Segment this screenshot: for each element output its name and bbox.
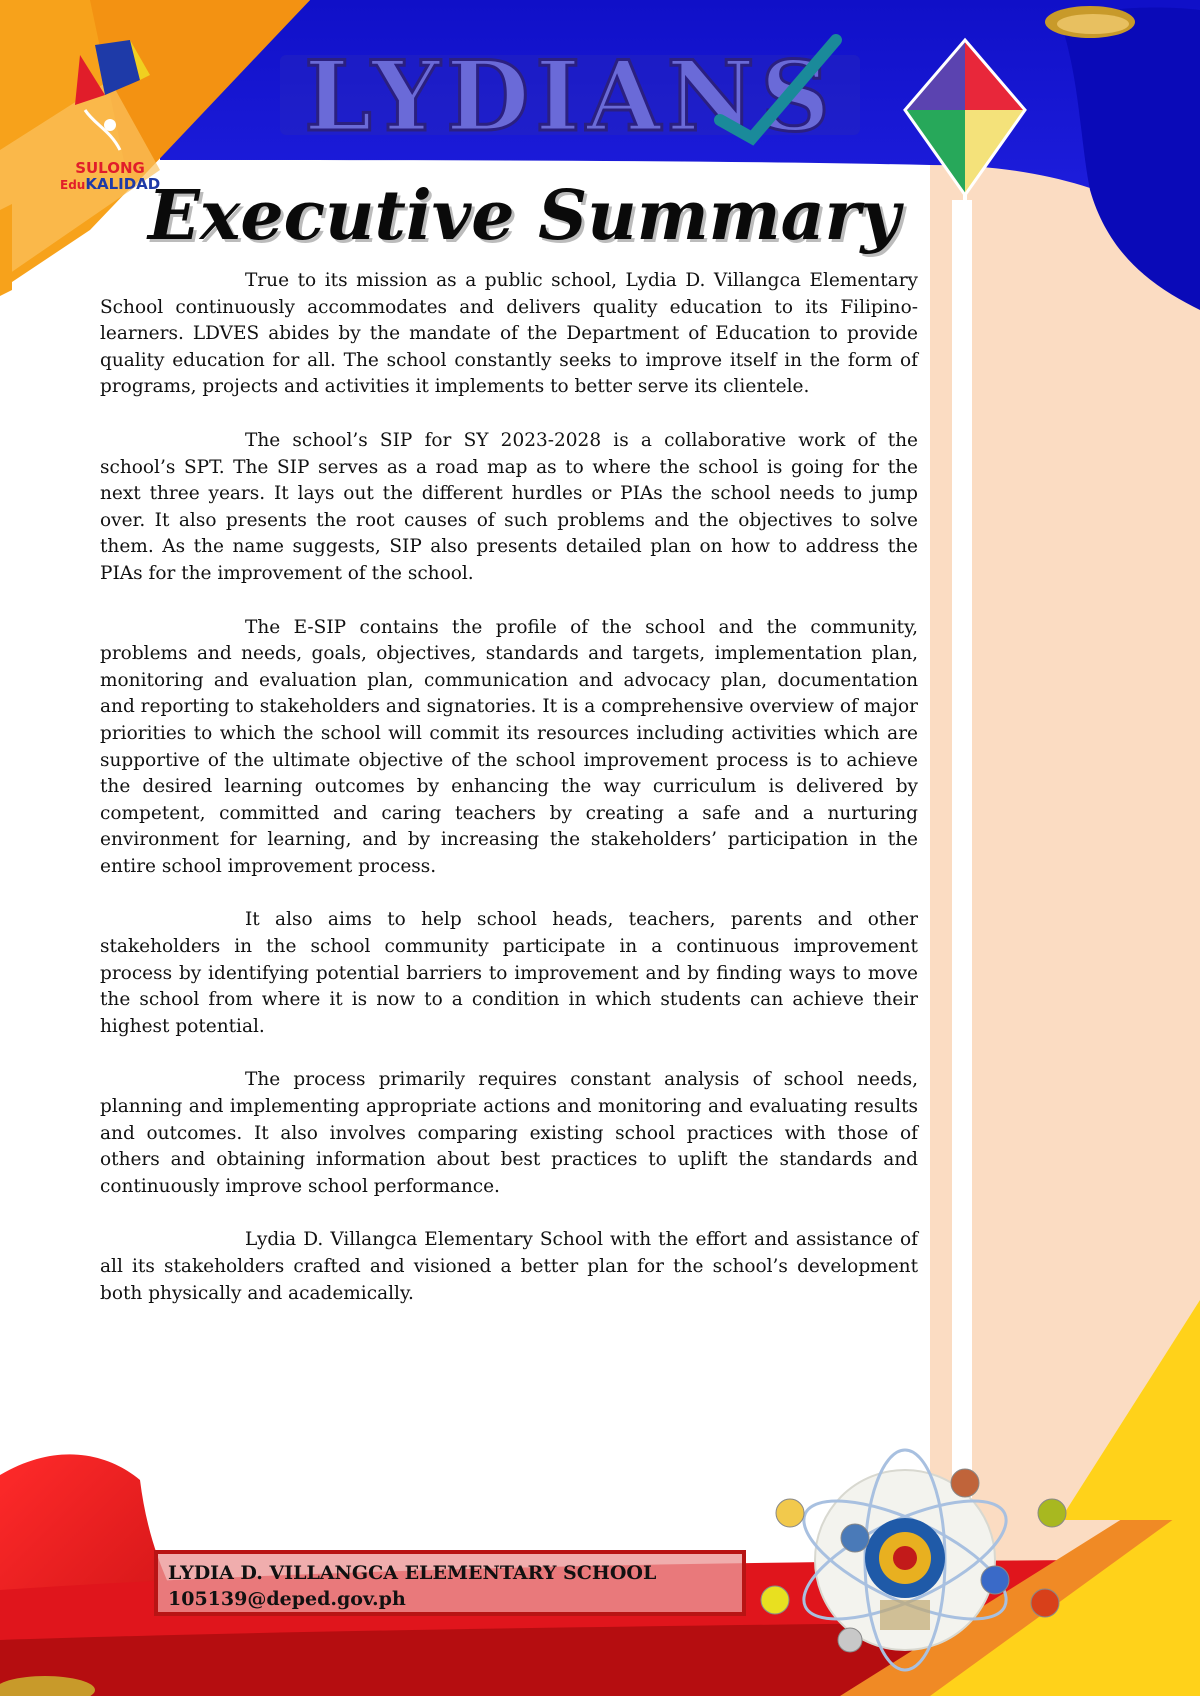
left-orange-strip	[0, 204, 12, 296]
executive-summary-body	[100, 268, 918, 1334]
paragraph: The E-SIP contains the profile of the school and the community, problems and needs, goals, objectives, standards and targets, implementation plan, monitoring and evaluation plan, communication and advocacy plan, documentation and reporting to stakeholders and signatories. It is a comprehensive overview of major priorities to which the school will commit its resources including activities which are supportive of the ultimate objective of the school improvement process is to achieve the desired learning outcomes by enhancing the way curriculum is delivered by competent, committed and caring teachers by creating a safe and a nurturing environment for learning, and by increasing the stakeholders’ participation in the entire school improvement process.	[100, 616, 918, 877]
footer-email: 105139@deped.gov.ph	[168, 1588, 406, 1610]
lydians-logo	[280, 40, 860, 153]
right-white-stripe	[952, 200, 972, 1520]
sulong-text: SULONG	[75, 159, 145, 177]
paragraph: True to its mission as a public school, Lydia D. Villangca Elementary School continuously accommodates and delivers quality education to its Filipino-learners. LDVES abides by the mandate of the Department of Education to provide quality education for all. The school constantly seeks to improve itself in the form of programs, projects and activities it implements to better serve its clientele.	[100, 270, 918, 398]
paragraph: The school’s SIP for SY 2023-2028 is a collaborative work of the school’s SPT. The SIP serves as a road map as to where the school is going for the next three years. It lays out the different hurdles or PIAs the school needs to jump over. It also presents the root causes of such problems and the objectives to solve them. As the name suggests, SIP also presents detailed plan on how to address the PIAs for the improvement of the school.	[100, 429, 918, 584]
sulong-edukalidad-logo	[60, 160, 160, 193]
page-title: Executive Summary	[148, 176, 901, 256]
edukalidad-text: EduKALIDAD	[60, 175, 161, 193]
paragraph: The process primarily requires constant analysis of school needs, planning and implementing appropriate actions and monitoring and evaluating results and outcomes. It also involves comparing existing school practices with those of others and obtaining information about best practices to uplift the standards and continuously improve school performance.	[100, 1069, 918, 1197]
footer-school-info	[154, 1550, 746, 1616]
paragraph: It also aims to help school heads, teachers, parents and other stakeholders in the school community participate in a continuous improvement process by identifying potential barriers to improvement and by finding ways to move the school from where it is now to a condition in which students can achieve their highest potential.	[100, 909, 918, 1037]
paragraph: Lydia D. Villangca Elementary School with the effort and assistance of all its stakeholders crafted and visioned a better plan for the school’s development both physically and academically.	[100, 1229, 918, 1304]
footer-school-name: LYDIA D. VILLANGCA ELEMENTARY SCHOOL	[168, 1562, 657, 1584]
svg-text:LYDIANS: LYDIANS	[304, 40, 836, 153]
